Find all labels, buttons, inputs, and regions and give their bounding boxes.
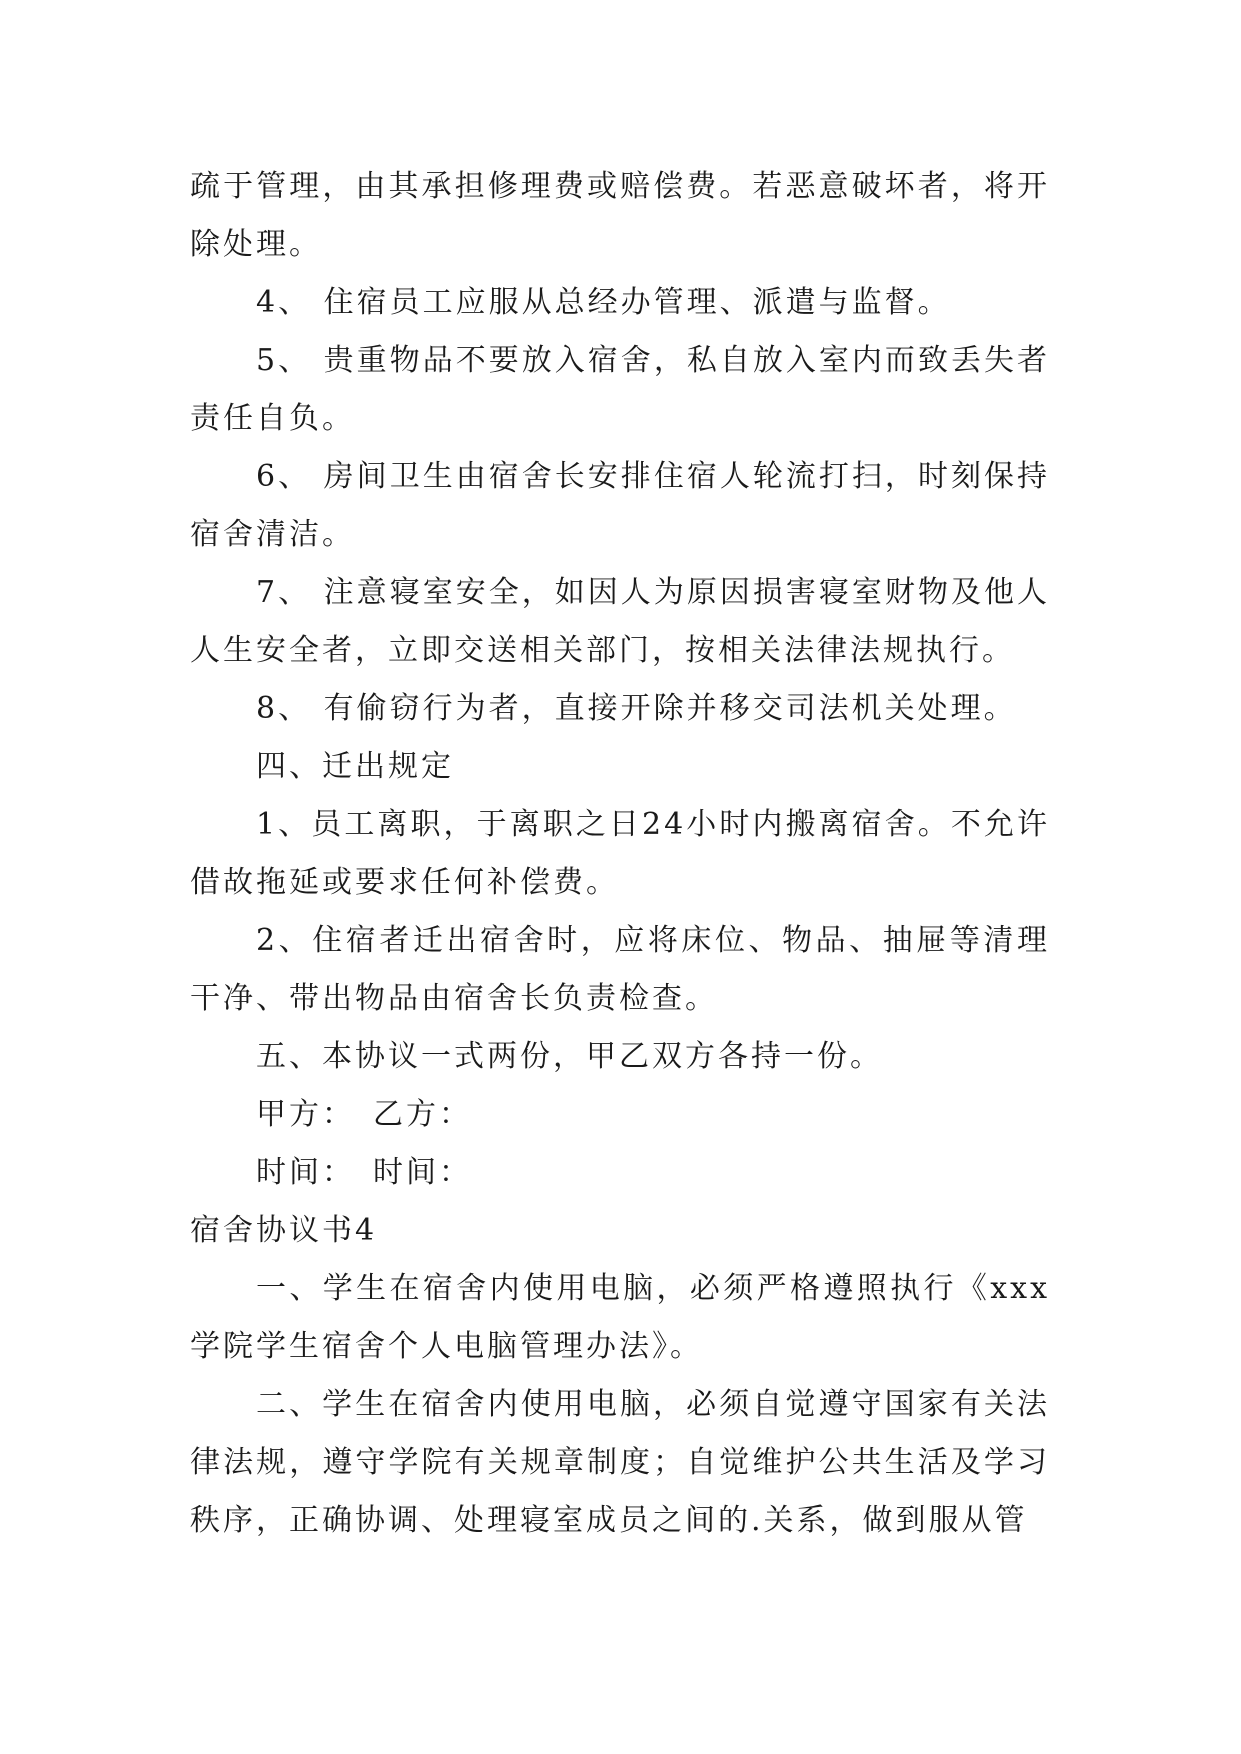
section-paragraph-group — [190, 1260, 1050, 1550]
paragraph: 5、 贵重物品不要放入宿舍，私自放入室内而致丢失者责任自负。 — [190, 343, 1050, 436]
paragraph: 6、 房间卫生由宿舍长安排住宿人轮流打扫，时刻保持宿舍清洁。 — [190, 459, 1050, 552]
paragraph: 2、住宿者迁出宿舍时，应将床位、物品、抽屉等清理干净、带出物品由宿舍长负责检查。 — [190, 923, 1050, 1016]
section-title: 宿舍协议书4 — [190, 1213, 378, 1248]
signature-line: 甲方： 乙方： — [256, 1097, 472, 1132]
paragraph: 五、本协议一式两份，甲乙双方各持一份。 — [256, 1039, 883, 1074]
paragraph: 7、 注意寝室安全，如因人为原因损害寝室财物及他人人生安全者，立即交送相关部门，按相关法律法规执行。 — [190, 575, 1050, 668]
document-body — [190, 158, 1050, 1550]
paragraph-group — [190, 158, 1050, 1202]
paragraph: 1、员工离职，于离职之日24小时内搬离宿舍。不允许借故拖延或要求任何补偿费。 — [190, 807, 1050, 900]
paragraph: 疏于管理，由其承担修理费或赔偿费。若恶意破坏者，将开除处理。 — [190, 169, 1050, 262]
paragraph: 4、 住宿员工应服从总经办管理、派遣与监督。 — [256, 285, 951, 320]
paragraph: 8、 有偷窃行为者，直接开除并移交司法机关处理。 — [256, 691, 1017, 726]
date-line: 时间： 时间： — [256, 1155, 472, 1190]
paragraph: 二、学生在宿舍内使用电脑，必须自觉遵守国家有关法律法规，遵守学院有关规章制度；自觉维护公共生活及学习秩序，正确协调、处理寝室成员之间的.关系，做到服从管 — [190, 1387, 1050, 1538]
section-heading: 四、迁出规定 — [256, 749, 454, 784]
paragraph: 一、学生在宿舍内使用电脑，必须严格遵照执行《xxx学院学生宿舍个人电脑管理办法》。 — [190, 1271, 1050, 1364]
